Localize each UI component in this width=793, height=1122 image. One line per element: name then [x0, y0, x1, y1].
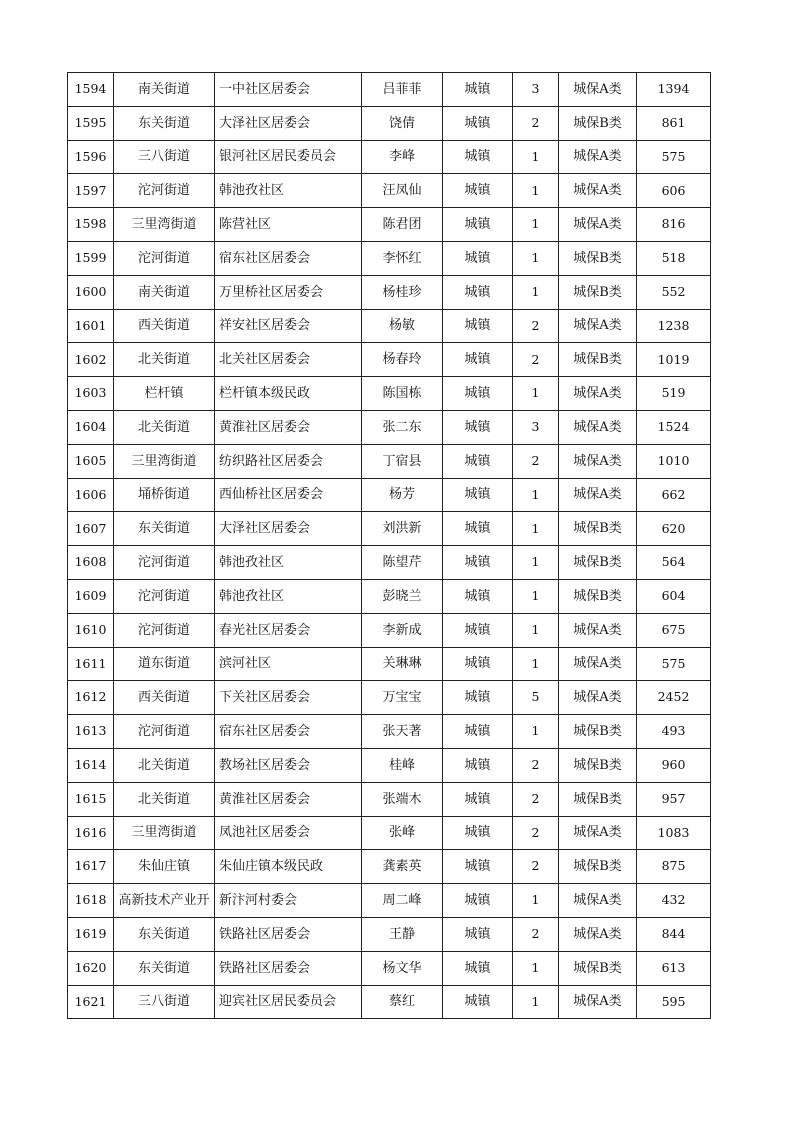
cell-id: 1616 — [68, 816, 114, 850]
cell-name: 陈国栋 — [362, 377, 443, 411]
cell-street: 东关街道 — [114, 917, 215, 951]
cell-community: 一中社区居委会 — [215, 73, 362, 107]
cell-name: 李新成 — [362, 613, 443, 647]
cell-amount: 519 — [637, 377, 711, 411]
cell-name: 周二峰 — [362, 884, 443, 918]
cell-area: 城镇 — [443, 681, 513, 715]
cell-category: 城保B类 — [559, 951, 637, 985]
cell-id: 1615 — [68, 782, 114, 816]
cell-category: 城保A类 — [559, 174, 637, 208]
cell-street: 东关街道 — [114, 951, 215, 985]
table-row — [68, 816, 711, 850]
cell-id: 1608 — [68, 546, 114, 580]
table-row — [68, 174, 711, 208]
cell-community: 迎宾社区居民委员会 — [215, 985, 362, 1019]
cell-area: 城镇 — [443, 73, 513, 107]
cell-persons: 3 — [513, 73, 559, 107]
cell-street: 朱仙庄镇 — [114, 850, 215, 884]
cell-area: 城镇 — [443, 613, 513, 647]
table-row — [68, 850, 711, 884]
cell-category: 城保A类 — [559, 73, 637, 107]
cell-persons: 2 — [513, 917, 559, 951]
cell-area: 城镇 — [443, 275, 513, 309]
cell-amount: 2452 — [637, 681, 711, 715]
cell-street: 西关街道 — [114, 309, 215, 343]
cell-persons: 2 — [513, 850, 559, 884]
cell-community: 教场社区居委会 — [215, 748, 362, 782]
cell-id: 1614 — [68, 748, 114, 782]
cell-amount: 1019 — [637, 343, 711, 377]
cell-amount: 606 — [637, 174, 711, 208]
cell-id: 1594 — [68, 73, 114, 107]
cell-amount: 960 — [637, 748, 711, 782]
cell-id: 1618 — [68, 884, 114, 918]
table-row — [68, 275, 711, 309]
cell-amount: 844 — [637, 917, 711, 951]
cell-id: 1611 — [68, 647, 114, 681]
cell-persons: 2 — [513, 343, 559, 377]
table-row — [68, 782, 711, 816]
cell-street: 北关街道 — [114, 748, 215, 782]
cell-persons: 2 — [513, 444, 559, 478]
cell-area: 城镇 — [443, 782, 513, 816]
cell-community: 西仙桥社区居委会 — [215, 478, 362, 512]
cell-category: 城保B类 — [559, 275, 637, 309]
cell-persons: 5 — [513, 681, 559, 715]
cell-amount: 875 — [637, 850, 711, 884]
table-row — [68, 140, 711, 174]
cell-amount: 552 — [637, 275, 711, 309]
cell-community: 宿东社区居委会 — [215, 241, 362, 275]
cell-area: 城镇 — [443, 208, 513, 242]
table-row — [68, 917, 711, 951]
table-row — [68, 748, 711, 782]
cell-amount: 518 — [637, 241, 711, 275]
cell-community: 万里桥社区居委会 — [215, 275, 362, 309]
cell-name: 王静 — [362, 917, 443, 951]
cell-area: 城镇 — [443, 444, 513, 478]
cell-id: 1604 — [68, 410, 114, 444]
cell-category: 城保B类 — [559, 850, 637, 884]
cell-id: 1601 — [68, 309, 114, 343]
cell-name: 彭晓兰 — [362, 579, 443, 613]
cell-persons: 1 — [513, 208, 559, 242]
cell-street: 埇桥街道 — [114, 478, 215, 512]
cell-street: 沱河街道 — [114, 579, 215, 613]
cell-amount: 1524 — [637, 410, 711, 444]
cell-persons: 1 — [513, 613, 559, 647]
cell-name: 李怀红 — [362, 241, 443, 275]
cell-community: 黄淮社区居委会 — [215, 782, 362, 816]
cell-area: 城镇 — [443, 951, 513, 985]
cell-street: 南关街道 — [114, 275, 215, 309]
cell-area: 城镇 — [443, 884, 513, 918]
cell-street: 北关街道 — [114, 410, 215, 444]
cell-category: 城保A类 — [559, 613, 637, 647]
cell-amount: 575 — [637, 647, 711, 681]
cell-id: 1600 — [68, 275, 114, 309]
cell-persons: 1 — [513, 579, 559, 613]
cell-area: 城镇 — [443, 816, 513, 850]
cell-name: 饶倩 — [362, 106, 443, 140]
cell-street: 北关街道 — [114, 782, 215, 816]
cell-persons: 1 — [513, 174, 559, 208]
table-row — [68, 884, 711, 918]
cell-street: 西关街道 — [114, 681, 215, 715]
cell-area: 城镇 — [443, 546, 513, 580]
cell-category: 城保B类 — [559, 579, 637, 613]
cell-area: 城镇 — [443, 478, 513, 512]
cell-id: 1599 — [68, 241, 114, 275]
cell-amount: 604 — [637, 579, 711, 613]
cell-amount: 564 — [637, 546, 711, 580]
cell-community: 陈营社区 — [215, 208, 362, 242]
cell-area: 城镇 — [443, 343, 513, 377]
table-row — [68, 444, 711, 478]
cell-persons: 1 — [513, 715, 559, 749]
cell-area: 城镇 — [443, 579, 513, 613]
cell-id: 1603 — [68, 377, 114, 411]
cell-name: 陈望芹 — [362, 546, 443, 580]
table-row — [68, 377, 711, 411]
cell-id: 1605 — [68, 444, 114, 478]
cell-street: 三八街道 — [114, 140, 215, 174]
cell-street: 三里湾街道 — [114, 816, 215, 850]
cell-id: 1610 — [68, 613, 114, 647]
cell-name: 汪凤仙 — [362, 174, 443, 208]
cell-persons: 2 — [513, 106, 559, 140]
cell-amount: 662 — [637, 478, 711, 512]
cell-name: 刘洪新 — [362, 512, 443, 546]
cell-street: 三里湾街道 — [114, 208, 215, 242]
cell-name: 蔡红 — [362, 985, 443, 1019]
cell-id: 1609 — [68, 579, 114, 613]
cell-amount: 432 — [637, 884, 711, 918]
cell-area: 城镇 — [443, 106, 513, 140]
cell-persons: 1 — [513, 241, 559, 275]
cell-area: 城镇 — [443, 140, 513, 174]
cell-category: 城保A类 — [559, 681, 637, 715]
cell-id: 1612 — [68, 681, 114, 715]
cell-street: 东关街道 — [114, 106, 215, 140]
table-row — [68, 106, 711, 140]
cell-area: 城镇 — [443, 715, 513, 749]
cell-name: 张峰 — [362, 816, 443, 850]
table-row — [68, 410, 711, 444]
cell-category: 城保A类 — [559, 140, 637, 174]
cell-name: 龚素英 — [362, 850, 443, 884]
cell-area: 城镇 — [443, 309, 513, 343]
cell-id: 1597 — [68, 174, 114, 208]
cell-area: 城镇 — [443, 647, 513, 681]
cell-name: 万宝宝 — [362, 681, 443, 715]
cell-category: 城保A类 — [559, 985, 637, 1019]
cell-community: 黄淮社区居委会 — [215, 410, 362, 444]
cell-name: 杨芳 — [362, 478, 443, 512]
cell-street: 北关街道 — [114, 343, 215, 377]
cell-community: 祥安社区居委会 — [215, 309, 362, 343]
cell-amount: 1238 — [637, 309, 711, 343]
cell-id: 1619 — [68, 917, 114, 951]
cell-category: 城保A类 — [559, 410, 637, 444]
cell-street: 沱河街道 — [114, 546, 215, 580]
cell-community: 韩池孜社区 — [215, 579, 362, 613]
cell-street: 沱河街道 — [114, 241, 215, 275]
table-row — [68, 681, 711, 715]
cell-persons: 1 — [513, 951, 559, 985]
cell-category: 城保A类 — [559, 309, 637, 343]
cell-persons: 1 — [513, 647, 559, 681]
table-row — [68, 951, 711, 985]
cell-category: 城保A类 — [559, 884, 637, 918]
cell-area: 城镇 — [443, 985, 513, 1019]
cell-category: 城保B类 — [559, 546, 637, 580]
table-row — [68, 208, 711, 242]
cell-category: 城保B类 — [559, 748, 637, 782]
table-row — [68, 309, 711, 343]
cell-category: 城保B类 — [559, 106, 637, 140]
table-row — [68, 241, 711, 275]
cell-area: 城镇 — [443, 917, 513, 951]
cell-community: 下关社区居委会 — [215, 681, 362, 715]
cell-community: 北关社区居委会 — [215, 343, 362, 377]
cell-persons: 1 — [513, 512, 559, 546]
cell-name: 张天著 — [362, 715, 443, 749]
cell-amount: 575 — [637, 140, 711, 174]
table-row — [68, 343, 711, 377]
cell-category: 城保A类 — [559, 647, 637, 681]
cell-street: 三里湾街道 — [114, 444, 215, 478]
cell-id: 1613 — [68, 715, 114, 749]
cell-category: 城保A类 — [559, 377, 637, 411]
cell-community: 凤池社区居委会 — [215, 816, 362, 850]
cell-amount: 957 — [637, 782, 711, 816]
table-row — [68, 647, 711, 681]
cell-street: 道东街道 — [114, 647, 215, 681]
cell-area: 城镇 — [443, 377, 513, 411]
cell-community: 大泽社区居委会 — [215, 106, 362, 140]
cell-category: 城保A类 — [559, 478, 637, 512]
cell-name: 关琳琳 — [362, 647, 443, 681]
cell-category: 城保B类 — [559, 715, 637, 749]
cell-category: 城保A类 — [559, 816, 637, 850]
cell-area: 城镇 — [443, 512, 513, 546]
cell-street: 高新技术产业开 — [114, 884, 215, 918]
cell-id: 1602 — [68, 343, 114, 377]
cell-persons: 3 — [513, 410, 559, 444]
cell-persons: 2 — [513, 748, 559, 782]
cell-name: 杨文华 — [362, 951, 443, 985]
table-row — [68, 512, 711, 546]
cell-id: 1607 — [68, 512, 114, 546]
cell-category: 城保A类 — [559, 208, 637, 242]
cell-name: 李峰 — [362, 140, 443, 174]
cell-community: 宿东社区居委会 — [215, 715, 362, 749]
cell-name: 吕菲菲 — [362, 73, 443, 107]
cell-category: 城保B类 — [559, 512, 637, 546]
cell-name: 陈君团 — [362, 208, 443, 242]
cell-category: 城保B类 — [559, 343, 637, 377]
cell-community: 银河社区居民委员会 — [215, 140, 362, 174]
cell-id: 1598 — [68, 208, 114, 242]
cell-id: 1595 — [68, 106, 114, 140]
cell-name: 杨春玲 — [362, 343, 443, 377]
cell-persons: 1 — [513, 546, 559, 580]
cell-community: 大泽社区居委会 — [215, 512, 362, 546]
cell-community: 栏杆镇本级民政 — [215, 377, 362, 411]
cell-name: 桂峰 — [362, 748, 443, 782]
cell-community: 朱仙庄镇本级民政 — [215, 850, 362, 884]
cell-name: 丁宿县 — [362, 444, 443, 478]
cell-amount: 675 — [637, 613, 711, 647]
cell-community: 铁路社区居委会 — [215, 951, 362, 985]
cell-id: 1606 — [68, 478, 114, 512]
table-row — [68, 579, 711, 613]
cell-amount: 1394 — [637, 73, 711, 107]
cell-id: 1596 — [68, 140, 114, 174]
cell-name: 杨敏 — [362, 309, 443, 343]
table-row — [68, 546, 711, 580]
cell-name: 杨桂珍 — [362, 275, 443, 309]
table-body — [68, 73, 711, 1019]
cell-area: 城镇 — [443, 748, 513, 782]
cell-amount: 595 — [637, 985, 711, 1019]
cell-amount: 1083 — [637, 816, 711, 850]
table-row — [68, 73, 711, 107]
cell-id: 1621 — [68, 985, 114, 1019]
cell-amount: 861 — [637, 106, 711, 140]
cell-category: 城保B类 — [559, 782, 637, 816]
cell-street: 沱河街道 — [114, 715, 215, 749]
cell-amount: 1010 — [637, 444, 711, 478]
cell-street: 沱河街道 — [114, 174, 215, 208]
table-row — [68, 715, 711, 749]
cell-street: 南关街道 — [114, 73, 215, 107]
cell-category: 城保A类 — [559, 917, 637, 951]
cell-persons: 1 — [513, 884, 559, 918]
table-row — [68, 613, 711, 647]
table-row — [68, 985, 711, 1019]
cell-community: 新汴河村委会 — [215, 884, 362, 918]
cell-community: 铁路社区居委会 — [215, 917, 362, 951]
cell-persons: 1 — [513, 377, 559, 411]
cell-community: 滨河社区 — [215, 647, 362, 681]
cell-persons: 1 — [513, 985, 559, 1019]
cell-amount: 613 — [637, 951, 711, 985]
cell-street: 东关街道 — [114, 512, 215, 546]
cell-area: 城镇 — [443, 174, 513, 208]
cell-street: 栏杆镇 — [114, 377, 215, 411]
relief-roster-table — [67, 72, 711, 1019]
cell-amount: 816 — [637, 208, 711, 242]
cell-name: 张二东 — [362, 410, 443, 444]
cell-persons: 2 — [513, 782, 559, 816]
cell-persons: 1 — [513, 140, 559, 174]
cell-amount: 620 — [637, 512, 711, 546]
cell-street: 三八街道 — [114, 985, 215, 1019]
cell-area: 城镇 — [443, 850, 513, 884]
cell-name: 张端木 — [362, 782, 443, 816]
cell-persons: 2 — [513, 816, 559, 850]
cell-persons: 1 — [513, 478, 559, 512]
cell-persons: 1 — [513, 275, 559, 309]
cell-amount: 493 — [637, 715, 711, 749]
cell-community: 韩池孜社区 — [215, 546, 362, 580]
cell-community: 春光社区居委会 — [215, 613, 362, 647]
cell-street: 沱河街道 — [114, 613, 215, 647]
cell-id: 1617 — [68, 850, 114, 884]
cell-id: 1620 — [68, 951, 114, 985]
table-row — [68, 478, 711, 512]
cell-persons: 2 — [513, 309, 559, 343]
cell-community: 韩池孜社区 — [215, 174, 362, 208]
cell-area: 城镇 — [443, 241, 513, 275]
cell-community: 纺织路社区居委会 — [215, 444, 362, 478]
cell-category: 城保B类 — [559, 241, 637, 275]
cell-area: 城镇 — [443, 410, 513, 444]
cell-category: 城保A类 — [559, 444, 637, 478]
